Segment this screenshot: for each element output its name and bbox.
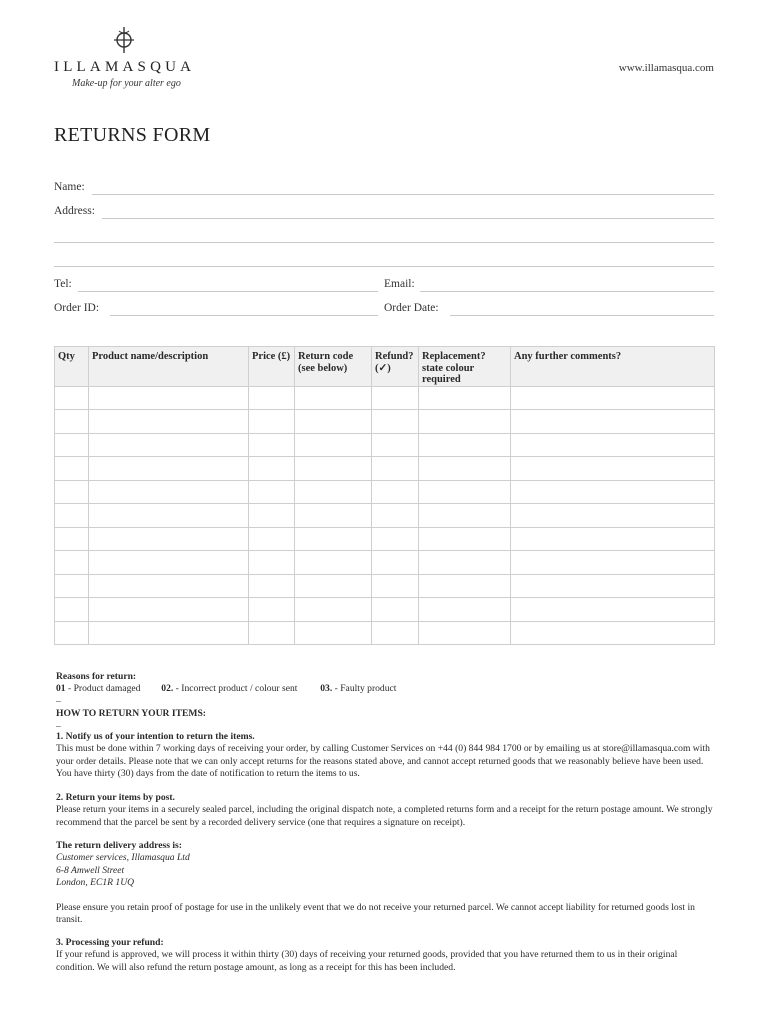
table-header-row (55, 347, 715, 387)
table-row (55, 433, 715, 457)
col-return-code: Return code (see below) (295, 347, 372, 387)
page-title: RETURNS FORM (54, 124, 211, 146)
reason-3-text: - Faulty product (332, 683, 397, 695)
cell-return-code[interactable] (295, 433, 372, 457)
email-field[interactable] (420, 291, 714, 292)
cell-refund[interactable] (372, 598, 419, 622)
address-field-line-2[interactable] (54, 242, 714, 243)
tel-label: Tel: (54, 278, 72, 290)
reason-1-code: 01 (56, 683, 66, 695)
cell-refund[interactable] (372, 621, 419, 645)
cell-price[interactable] (249, 504, 295, 528)
cell-comments[interactable] (511, 598, 715, 622)
how-to-return-heading: HOW TO RETURN YOUR ITEMS: (56, 708, 206, 720)
cell-comments[interactable] (511, 480, 715, 504)
step-3-title: 3. Processing your refund: (56, 937, 164, 948)
table-row (55, 386, 715, 410)
address-label: Address: (54, 205, 95, 217)
reasons-section (56, 671, 716, 733)
cell-refund[interactable] (372, 480, 419, 504)
col-refund: Refund? (✓) (372, 347, 419, 387)
brand-tagline: Make-up for your alter ego (72, 78, 181, 89)
reason-3-code: 03. (320, 683, 333, 695)
col-comments: Any further comments? (511, 347, 715, 387)
reason-2-text: - Incorrect product / colour sent (173, 683, 298, 695)
cell-refund[interactable] (372, 551, 419, 575)
email-label: Email: (384, 278, 415, 290)
step-1-section (56, 731, 716, 781)
cell-price[interactable] (249, 386, 295, 410)
cell-comments[interactable] (511, 551, 715, 575)
cell-product[interactable] (89, 551, 249, 575)
step-3-text: If your refund is approved, we will process it within thirty (30) days of receiving your returned goods, provided that you have returned them to us in their original condition. We will also refund the return postage amount, as long as a receipt for this has been included. (56, 949, 678, 973)
cell-qty[interactable] (55, 551, 89, 575)
return-address-line-2: 6-8 Amwell Street (56, 864, 125, 876)
cell-price[interactable] (249, 457, 295, 481)
step-2-section (56, 792, 716, 829)
cell-replacement[interactable] (419, 410, 511, 434)
return-address-line-1: Customer services, Illamasqua Ltd (56, 852, 190, 864)
table-row (55, 551, 715, 575)
name-label: Name: (54, 181, 85, 193)
cell-qty[interactable] (55, 457, 89, 481)
cell-refund[interactable] (372, 574, 419, 598)
reason-2-code: 02. (161, 683, 174, 695)
cell-replacement[interactable] (419, 480, 511, 504)
cell-price[interactable] (249, 598, 295, 622)
cell-refund[interactable] (372, 410, 419, 434)
cell-qty[interactable] (55, 410, 89, 434)
col-qty: Qty (55, 347, 89, 387)
cell-replacement[interactable] (419, 621, 511, 645)
cell-replacement[interactable] (419, 574, 511, 598)
return-address-line-3: London, EC1R 1UQ (56, 877, 135, 889)
cell-qty[interactable] (55, 598, 89, 622)
table-row (55, 410, 715, 434)
cell-return-code[interactable] (295, 410, 372, 434)
cell-price[interactable] (249, 410, 295, 434)
cell-comments[interactable] (511, 386, 715, 410)
address-field-line-1[interactable] (102, 218, 714, 219)
cell-refund[interactable] (372, 386, 419, 410)
cell-replacement[interactable] (419, 527, 511, 551)
cell-replacement[interactable] (419, 457, 511, 481)
col-price: Price (£) (249, 347, 295, 387)
name-field[interactable] (92, 194, 714, 195)
cell-replacement[interactable] (419, 504, 511, 528)
table-row (55, 621, 715, 645)
postage-note-section (56, 902, 716, 927)
cell-return-code[interactable] (295, 457, 372, 481)
reasons-dash: – (56, 695, 61, 707)
return-address-section (56, 840, 716, 890)
postage-note: Please ensure you retain proof of postage for use in the unlikely event that we do not receive your returned parcel. We cannot accept liability for returned goods lost in transit. (56, 902, 695, 926)
cell-comments[interactable] (511, 433, 715, 457)
table-row (55, 504, 715, 528)
table-row (55, 574, 715, 598)
order-date-field[interactable] (450, 315, 714, 316)
tel-field[interactable] (78, 291, 378, 292)
cell-qty[interactable] (55, 574, 89, 598)
cell-comments[interactable] (511, 574, 715, 598)
cell-return-code[interactable] (295, 551, 372, 575)
cell-return-code[interactable] (295, 621, 372, 645)
cell-return-code[interactable] (295, 527, 372, 551)
cell-qty[interactable] (55, 504, 89, 528)
cell-product[interactable] (89, 621, 249, 645)
step-1-text: This must be done within 7 working days of receiving your order, by calling Customer Services on +44 (0) 844 984 1700 or by emailing us at store@illamasqua.com with your order details. Please note that we can only accept returns for the reasons stated above, and cannot accept returned goods that we reasonably believe have been used. You have thirty (30) days from the date of notification to return the items to us. (56, 743, 710, 780)
cell-price[interactable] (249, 433, 295, 457)
order-id-label: Order ID: (54, 302, 100, 314)
table-row (55, 457, 715, 481)
cell-return-code[interactable] (295, 598, 372, 622)
cell-comments[interactable] (511, 527, 715, 551)
cell-qty[interactable] (55, 433, 89, 457)
order-date-label: Order Date: (384, 302, 439, 314)
cell-refund[interactable] (372, 527, 419, 551)
cell-comments[interactable] (511, 457, 715, 481)
cell-replacement[interactable] (419, 433, 511, 457)
cell-product[interactable] (89, 598, 249, 622)
cell-replacement[interactable] (419, 551, 511, 575)
cell-price[interactable] (249, 621, 295, 645)
cell-product[interactable] (89, 527, 249, 551)
website-link[interactable]: www.illamasqua.com (618, 62, 714, 74)
reasons-heading: Reasons for return: (56, 671, 137, 682)
illamasqua-crest-icon (110, 26, 138, 54)
table-row (55, 480, 715, 504)
cell-price[interactable] (249, 574, 295, 598)
return-address-title: The return delivery address is: (56, 840, 182, 851)
step-1-title: 1. Notify us of your intention to return the items. (56, 731, 255, 742)
cell-product[interactable] (89, 457, 249, 481)
cell-qty[interactable] (55, 386, 89, 410)
cell-return-code[interactable] (295, 480, 372, 504)
cell-product[interactable] (89, 386, 249, 410)
step-3-section (56, 937, 716, 974)
table-row (55, 598, 715, 622)
returns-items-table (54, 346, 715, 645)
cell-comments[interactable] (511, 504, 715, 528)
cell-product[interactable] (89, 410, 249, 434)
cell-refund[interactable] (372, 457, 419, 481)
cell-qty[interactable] (55, 621, 89, 645)
cell-comments[interactable] (511, 410, 715, 434)
cell-return-code[interactable] (295, 574, 372, 598)
cell-price[interactable] (249, 527, 295, 551)
cell-qty[interactable] (55, 527, 89, 551)
cell-refund[interactable] (372, 504, 419, 528)
cell-product[interactable] (89, 433, 249, 457)
cell-return-code[interactable] (295, 386, 372, 410)
cell-price[interactable] (249, 480, 295, 504)
col-replacement: Replacement? state colour required (419, 347, 511, 387)
cell-product[interactable] (89, 574, 249, 598)
brand-name: ILLAMASQUA (54, 59, 196, 75)
cell-replacement[interactable] (419, 386, 511, 410)
cell-product[interactable] (89, 504, 249, 528)
cell-return-code[interactable] (295, 504, 372, 528)
cell-refund[interactable] (372, 433, 419, 457)
how-to-dash: – (56, 720, 61, 732)
cell-product[interactable] (89, 480, 249, 504)
order-id-field[interactable] (110, 315, 378, 316)
cell-price[interactable] (249, 551, 295, 575)
address-field-line-3[interactable] (54, 266, 714, 267)
cell-replacement[interactable] (419, 598, 511, 622)
col-product: Product name/description (89, 347, 249, 387)
cell-comments[interactable] (511, 621, 715, 645)
cell-qty[interactable] (55, 480, 89, 504)
reason-1-text: - Product damaged (65, 683, 141, 695)
step-2-title: 2. Return your items by post. (56, 792, 175, 803)
table-row (55, 527, 715, 551)
step-2-text: Please return your items in a securely sealed parcel, including the original dispatch note, a completed returns form and a receipt for the return postage amount. We strongly recommend that the parcel be sent by a recorded delivery service (one that requires a signature on receipt). (56, 804, 713, 828)
